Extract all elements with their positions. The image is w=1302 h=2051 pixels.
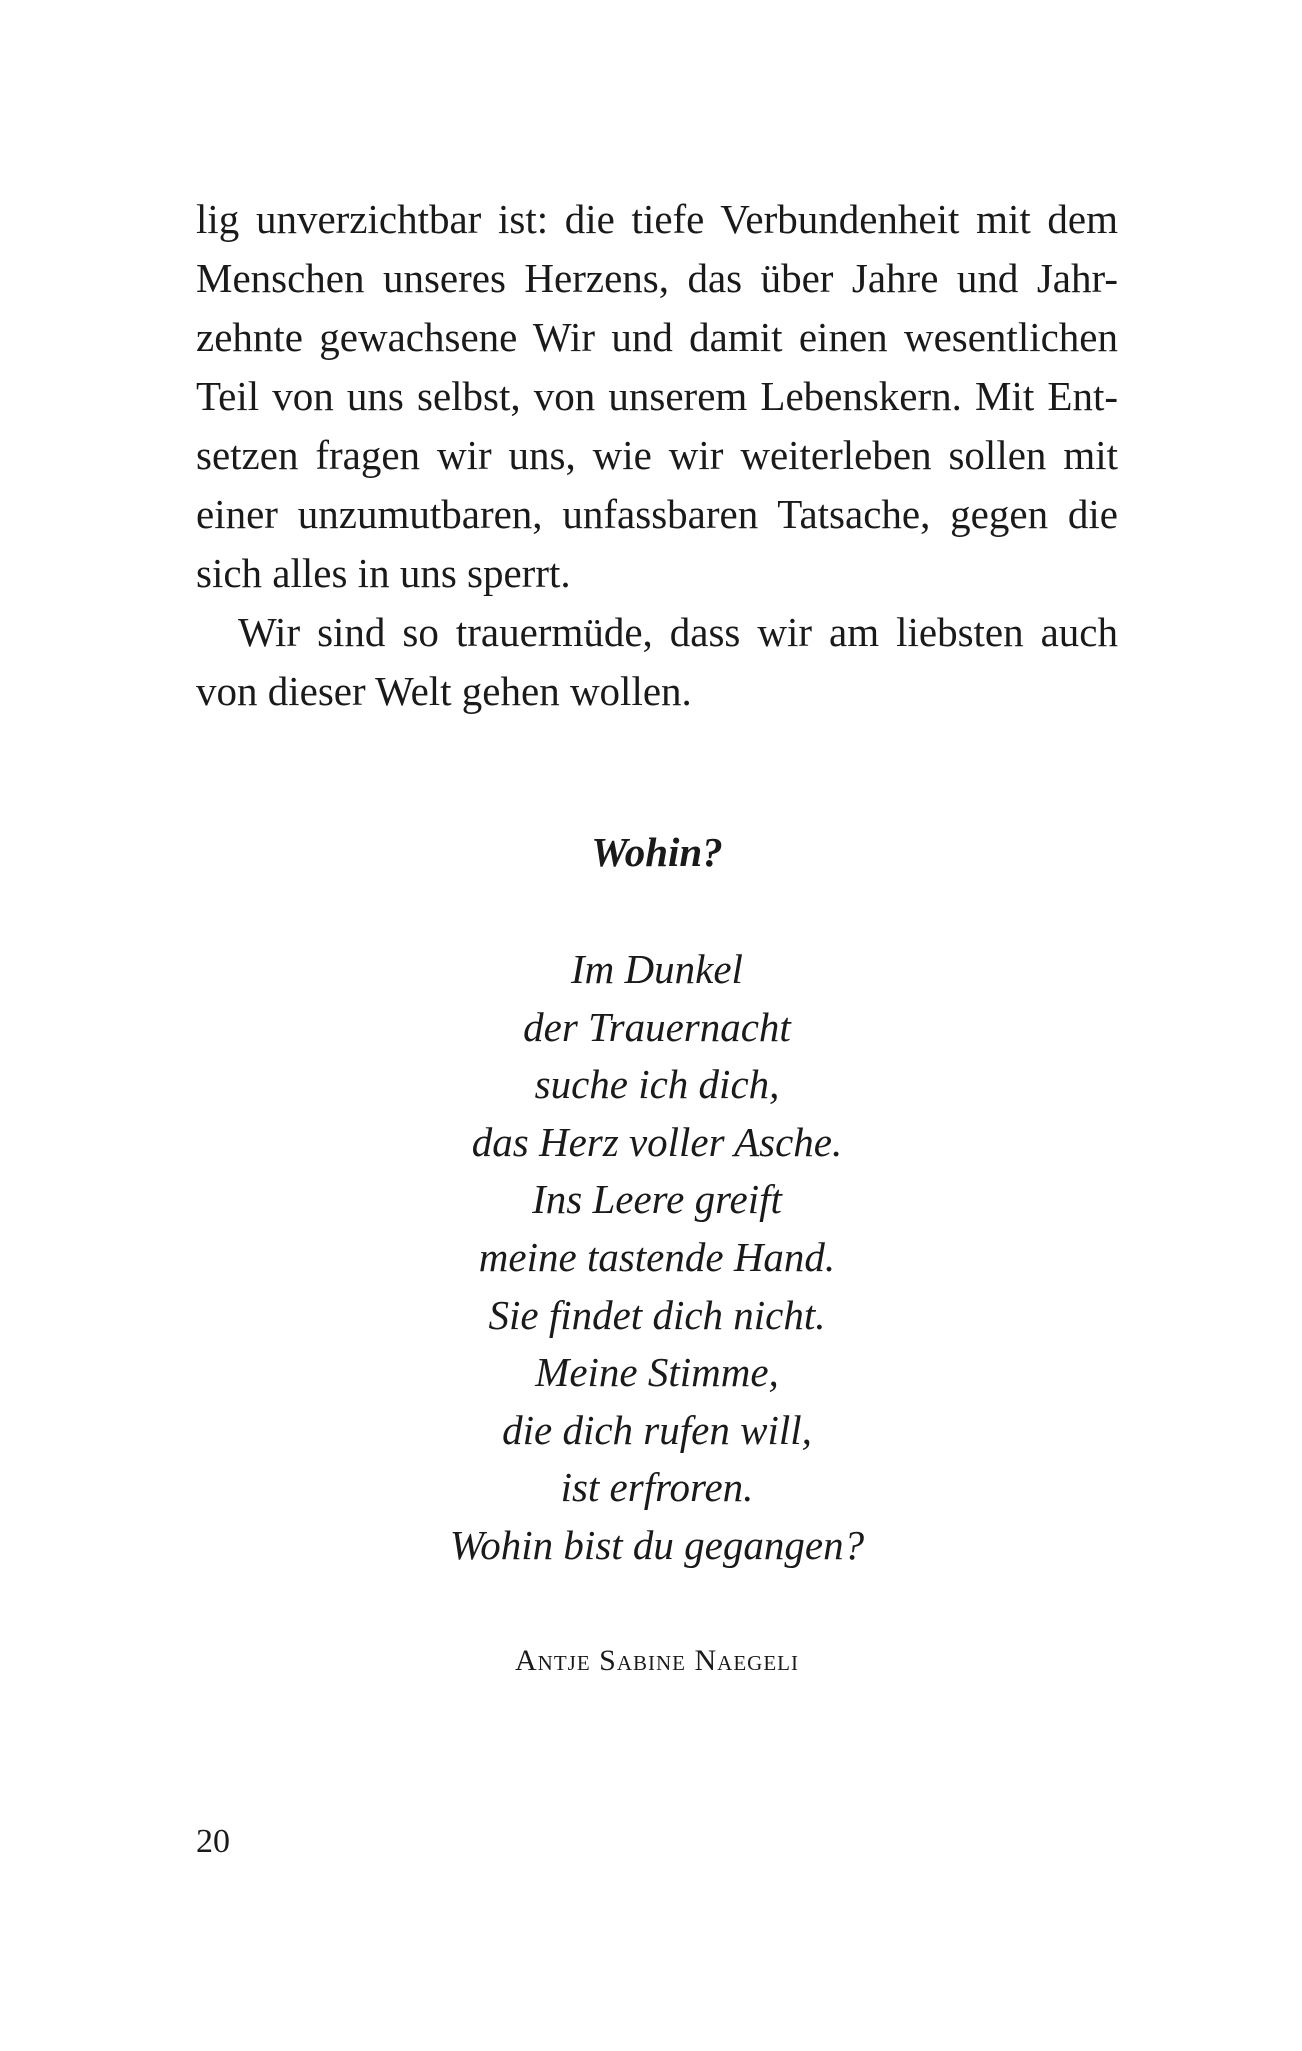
poem-verse: Wohin bist du gegangen?: [449, 1521, 865, 1568]
text-line: lig unverzichtbar ist: die tiefe Verbundenheit mit dem: [196, 196, 1118, 242]
text-line: zehnte gewachsene Wir und damit einen wesentlichen: [196, 314, 1118, 360]
text-line: Teil von uns selbst, von unserem Lebenskern. Mit Ent-: [196, 373, 1118, 419]
text-line: sich alles in uns sperrt.: [196, 550, 571, 596]
poem-title: Wohin?: [591, 829, 723, 875]
poem-verse: Sie findet dich nicht.: [488, 1291, 826, 1338]
poem-verse: das Herz voller Asche.: [471, 1118, 843, 1165]
page-number: 20: [196, 1823, 230, 1860]
body-text: [196, 190, 1118, 721]
poem-verse: Ins Leere greift: [532, 1176, 782, 1223]
poem-verse: die dich rufen will,: [502, 1406, 812, 1453]
text-line: einer unzumutbaren, unfassbaren Tatsache, gegen die: [196, 491, 1118, 537]
poem-author: Antje Sabine Naegeli: [515, 1644, 799, 1677]
text-line: von dieser Welt gehen wollen.: [196, 668, 692, 714]
poem-verse: ist erfroren.: [560, 1464, 754, 1511]
text-line: Menschen unseres Herzens, das über Jahre und Jahr-: [196, 255, 1118, 301]
text-line: Wir sind so trauermüde, dass wir am liebsten auch: [238, 609, 1118, 655]
poem-verse: Meine Stimme,: [535, 1349, 779, 1396]
poem-verse: der Trauernacht: [523, 1003, 791, 1050]
poem-verse: meine tastende Hand.: [478, 1233, 836, 1280]
poem-verse: suche ich dich,: [534, 1061, 780, 1108]
text-line: setzen fragen wir uns, wie wir weiterleben sollen mit: [196, 432, 1118, 478]
poem: [196, 941, 1118, 1575]
poem-verse: Im Dunkel: [571, 946, 743, 992]
